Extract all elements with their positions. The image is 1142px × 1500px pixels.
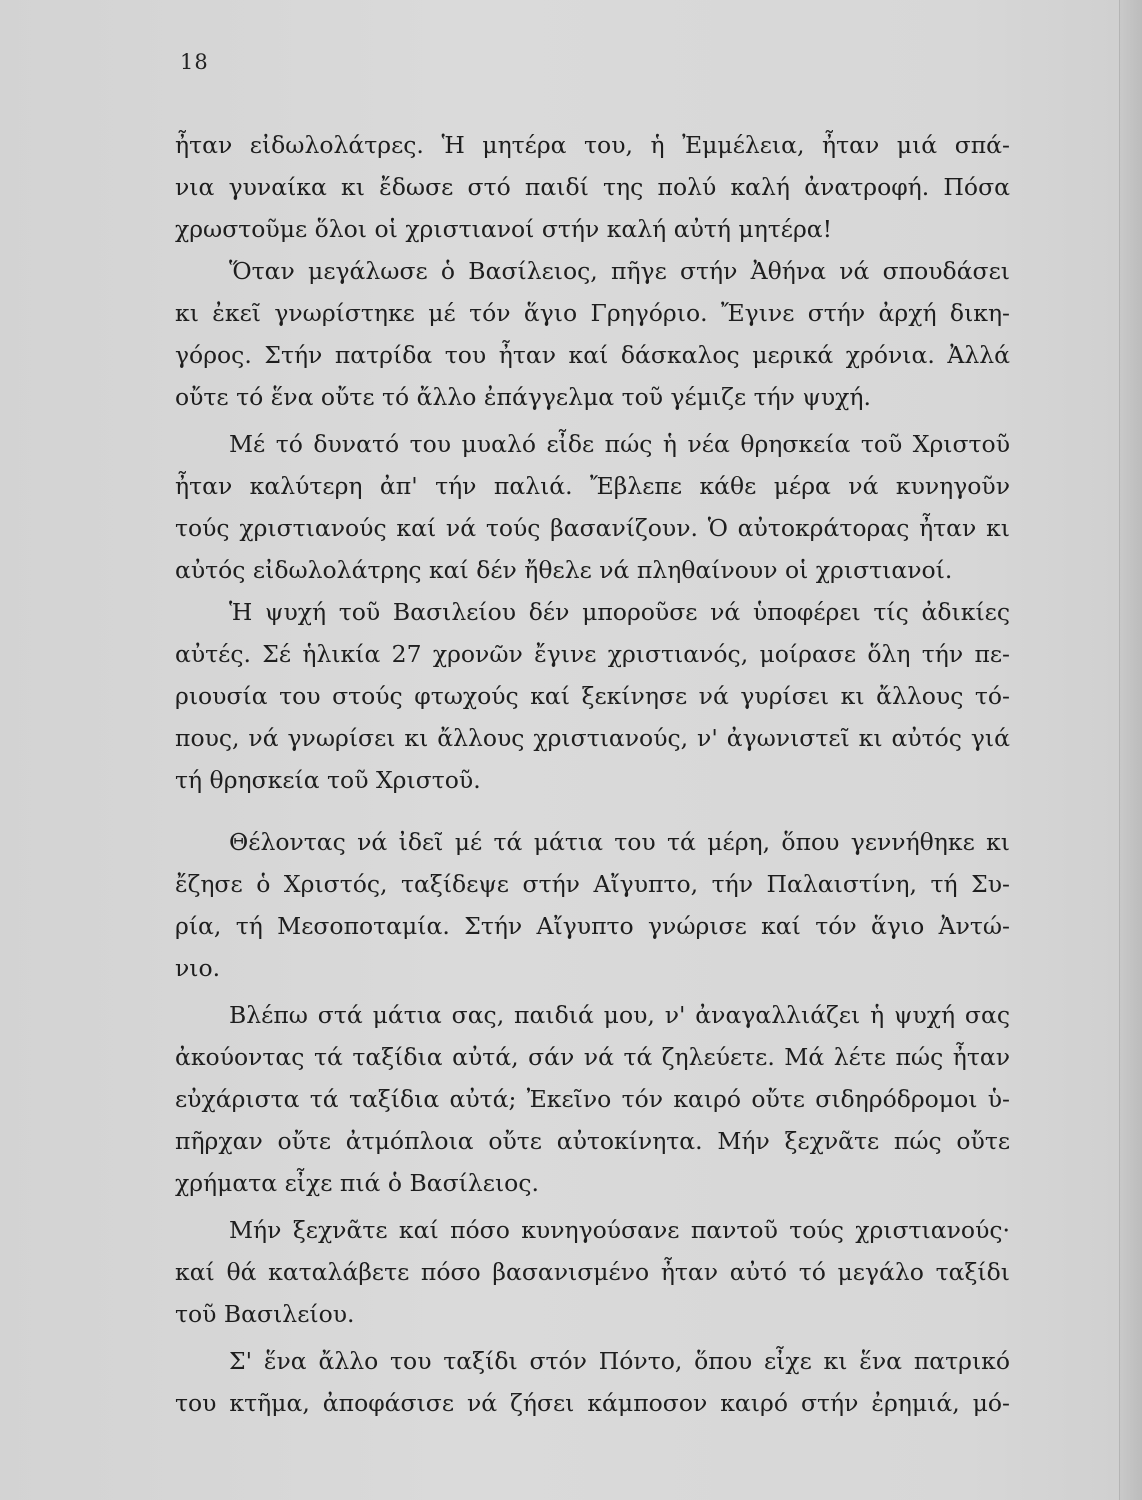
text-line: ἦταν εἰδωλολάτρες. Ἡ μητέρα του, ἡ Ἐμμέλεια, ἦταν μιά σπά- bbox=[175, 131, 1010, 159]
text-line: Σ' ἕνα ἄλλο του ταξίδι στόν Πόντο, ὅπου εἶχε κι ἕνα πατρικό bbox=[229, 1347, 1010, 1375]
text-line: Ὅταν μεγάλωσε ὁ Βασίλειος, πῆγε στήν Ἀθήνα νά σπουδάσει bbox=[229, 257, 1010, 285]
text-line: αὐτός εἰδωλολάτρης καί δέν ἤθελε νά πληθαίνουν οἱ χριστιανοί. bbox=[175, 556, 953, 584]
text-line: Μήν ξεχνᾶτε καί πόσο κυνηγούσανε παντοῦ τούς χριστιανούς· bbox=[229, 1216, 1010, 1244]
text-line: τή θρησκεία τοῦ Χριστοῦ. bbox=[175, 766, 481, 794]
text-line: τούς χριστιανούς καί νά τούς βασανίζουν. Ὁ αὐτοκράτορας ἦταν κι bbox=[175, 514, 1010, 542]
text-line: αὐτές. Σέ ἡλικία 27 χρονῶν ἔγινε χριστιανός, μοίρασε ὅλη τήν πε- bbox=[175, 640, 1010, 668]
text-line: Ἡ ψυχή τοῦ Βασιλείου δέν μποροῦσε νά ὑποφέρει τίς ἀδικίες bbox=[229, 598, 1010, 626]
text-line: ἦταν καλύτερη ἀπ' τήν παλιά. Ἔβλεπε κάθε μέρα νά κυνηγοῦν bbox=[175, 472, 1010, 500]
text-line: κι ἐκεῖ γνωρίστηκε μέ τόν ἅγιο Γρηγόριο. Ἔγινε στήν ἀρχή δικη- bbox=[175, 299, 1010, 327]
text-line: γόρος. Στήν πατρίδα του ἦταν καί δάσκαλος μερικά χρόνια. Ἀλλά bbox=[175, 341, 1010, 369]
text-line: ρία, τή Μεσοποταμία. Στήν Αἴγυπτο γνώρισε καί τόν ἅγιο Ἀντώ- bbox=[175, 912, 1010, 940]
text-line: πῆρχαν οὔτε ἀτμόπλοια οὔτε αὐτοκίνητα. Μήν ξεχνᾶτε πώς οὔτε bbox=[175, 1127, 1010, 1155]
text-line: χρήματα εἶχε πιά ὁ Βασίλειος. bbox=[175, 1169, 539, 1197]
text-line: ριουσία του στούς φτωχούς καί ξεκίνησε νά γυρίσει κι ἄλλους τό- bbox=[175, 682, 1010, 710]
text-line: νιο. bbox=[175, 954, 221, 982]
text-line: ἔζησε ὁ Χριστός, ταξίδεψε στήν Αἴγυπτο, τήν Παλαιστίνη, τή Συ- bbox=[175, 870, 1010, 898]
text-line: πους, νά γνωρίσει κι ἄλλους χριστιανούς, ν' ἀγωνιστεῖ κι αὐτός γιά bbox=[175, 724, 1010, 752]
body-text bbox=[175, 124, 1010, 1424]
text-line: καί θά καταλάβετε πόσο βασανισμένο ἦταν αὐτό τό μεγάλο ταξίδι bbox=[175, 1258, 1010, 1286]
text-line: ἀκούοντας τά ταξίδια αὐτά, σάν νά τά ζηλεύετε. Μά λέτε πώς ἦταν bbox=[175, 1043, 1010, 1071]
text-line: εὐχάριστα τά ταξίδια αὐτά; Ἐκεῖνο τόν καιρό οὔτε σιδηρόδρομοι ὑ- bbox=[175, 1085, 1010, 1113]
text-line: χρωστοῦμε ὅλοι οἱ χριστιανοί στήν καλή αὐτή μητέρα! bbox=[175, 215, 833, 243]
text-line: Μέ τό δυνατό του μυαλό εἶδε πώς ἡ νέα θρησκεία τοῦ Χριστοῦ bbox=[229, 430, 1010, 458]
text-line: Βλέπω στά μάτια σας, παιδιά μου, ν' ἀναγαλλιάζει ἡ ψυχή σας bbox=[229, 1001, 1010, 1029]
text-line: τοῦ Βασιλείου. bbox=[175, 1300, 355, 1328]
text-line: Θέλοντας νά ἰδεῖ μέ τά μάτια του τά μέρη, ὅπου γεννήθηκε κι bbox=[229, 828, 1010, 856]
page-number: 18 bbox=[180, 50, 209, 74]
text-line: του κτῆμα, ἀποφάσισε νά ζήσει κάμποσον καιρό στήν ἐρημιά, μό- bbox=[175, 1389, 1010, 1417]
text-line: οὔτε τό ἕνα οὔτε τό ἄλλο ἐπάγγελμα τοῦ γέμιζε τήν ψυχή. bbox=[175, 383, 871, 411]
page-edge bbox=[1119, 0, 1142, 1500]
text-line: νια γυναίκα κι ἔδωσε στό παιδί της πολύ καλή ἀνατροφή. Πόσα bbox=[175, 173, 1010, 201]
